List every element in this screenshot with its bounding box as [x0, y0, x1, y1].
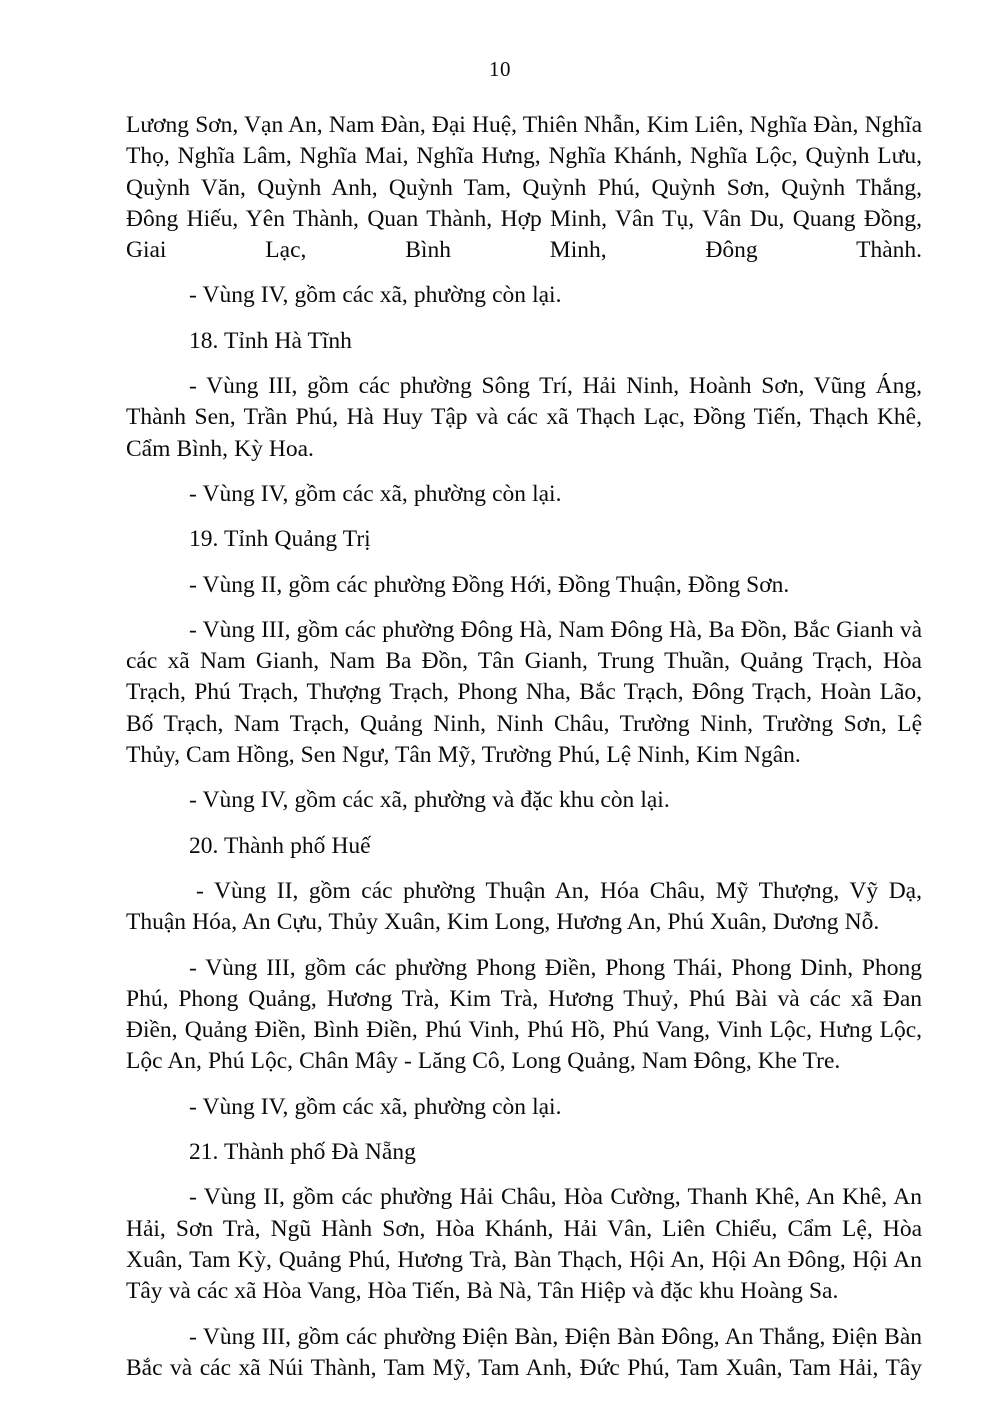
zone-clause-3-quang-tri: - Vùng III, gồm các phường Đông Hà, Nam Đông Hà, Ba Đồn, Bắc Gianh và các xã Nam Gianh, Nam Ba Đồn, Tân Gianh, Trung Thuần, Quảng Trạch, Hòa Trạch, Phú Trạch, Thượng Trạch, Phong Nha, Bắc Trạch, Đông Trạch, Hoàn Lão, Bố Trạch, Nam Trạch, Quảng Ninh, Ninh Châu, Trường Ninh, Trường Sơn, Lệ Thủy, Cam Hồng, Sen Ngư, Tân Mỹ, Trường Phú, Lệ Ninh, Kim Ngân.: [126, 616, 922, 769]
zone-clause-4-hue: - Vùng IV, gồm các xã, phường còn lại.: [189, 1093, 562, 1120]
section-heading-18-ha-tinh: 18. Tỉnh Hà Tĩnh: [189, 327, 352, 354]
zone-clause-3-da-nang: - Vùng III, gồm các phường Điện Bàn, Điện Bàn Đông, An Thắng, Điện Bàn Bắc và các xã Núi Thành, Tam Mỹ, Tam Anh, Đức Phú, Tam Xuân, Tam Hải, Tây: [126, 1323, 922, 1381]
zone-clause-4-ha-tinh: - Vùng IV, gồm các xã, phường còn lại.: [189, 480, 562, 507]
body-paragraph-locality-list: Lương Sơn, Vạn An, Nam Đàn, Đại Huệ, Thiên Nhẫn, Kim Liên, Nghĩa Đàn, Nghĩa Thọ, Nghĩa Lâm, Nghĩa Mai, Nghĩa Hưng, Nghĩa Khánh, Nghĩa Lộc, Quỳnh Lưu, Quỳnh Văn, Quỳnh Anh, Quỳnh Tam, Quỳnh Phú, Quỳnh Sơn, Quỳnh Thắng, Đông Hiếu, Yên Thành, Quan Thành, Hợp Minh, Vân Tụ, Vân Du, Quang Đồng, Giai Lạc, Bình Minh, Đông Thành.: [126, 112, 922, 264]
zone-clause-4-nghe-an: - Vùng IV, gồm các xã, phường còn lại.: [189, 282, 562, 309]
section-heading-19-quang-tri: 19. Tỉnh Quảng Trị: [189, 526, 371, 553]
section-heading-20-hue: 20. Thành phố Huế: [189, 832, 371, 859]
zone-clause-2-hue: - Vùng II, gồm các phường Thuận An, Hóa Châu, Mỹ Thượng, Vỹ Dạ, Thuận Hóa, An Cựu, Thủy Xuân, Kim Long, Hương An, Phú Xuân, Dương Nỗ.: [126, 877, 922, 936]
zone-clause-2-da-nang: - Vùng II, gồm các phường Hải Châu, Hòa Cường, Thanh Khê, An Khê, An Hải, Sơn Trà, Ngũ Hành Sơn, Hòa Khánh, Hải Vân, Liên Chiểu, Cẩm Lệ, Hòa Xuân, Tam Kỳ, Quảng Phú, Hương Trà, Bàn Thạch, Hội An, Hội An Đông, Hội An Tây và các xã Hòa Vang, Hòa Tiến, Bà Nà, Tân Hiệp và đặc khu Hoàng Sa.: [126, 1184, 922, 1305]
zone-clause-4-quang-tri: - Vùng IV, gồm các xã, phường và đặc khu còn lại.: [189, 787, 670, 814]
page-body: [126, 110, 922, 1384]
zone-clause-3-ha-tinh: - Vùng III, gồm các phường Sông Trí, Hải Ninh, Hoành Sơn, Vũng Áng, Thành Sen, Trần Phú, Hà Huy Tập và các xã Thạch Lạc, Đồng Tiến, Thạch Khê, Cẩm Bình, Kỳ Hoa.: [126, 373, 922, 462]
page-number: 10: [489, 57, 511, 81]
zone-clause-3-hue: - Vùng III, gồm các phường Phong Điền, Phong Thái, Phong Dinh, Phong Phú, Phong Quảng, Hương Trà, Kim Trà, Hương Thuỷ, Phú Bài và các xã Đan Điền, Quảng Điền, Bình Điền, Phú Vinh, Phú Hồ, Phú Vang, Vinh Lộc, Hưng Lộc, Lộc An, Phú Lộc, Chân Mây - Lăng Cô, Long Quảng, Nam Đông, Khe Tre.: [126, 954, 922, 1075]
section-heading-21-da-nang: 21. Thành phố Đà Nẵng: [189, 1139, 416, 1166]
zone-clause-2-quang-tri: - Vùng II, gồm các phường Đồng Hới, Đồng Thuận, Đồng Sơn.: [189, 571, 790, 598]
